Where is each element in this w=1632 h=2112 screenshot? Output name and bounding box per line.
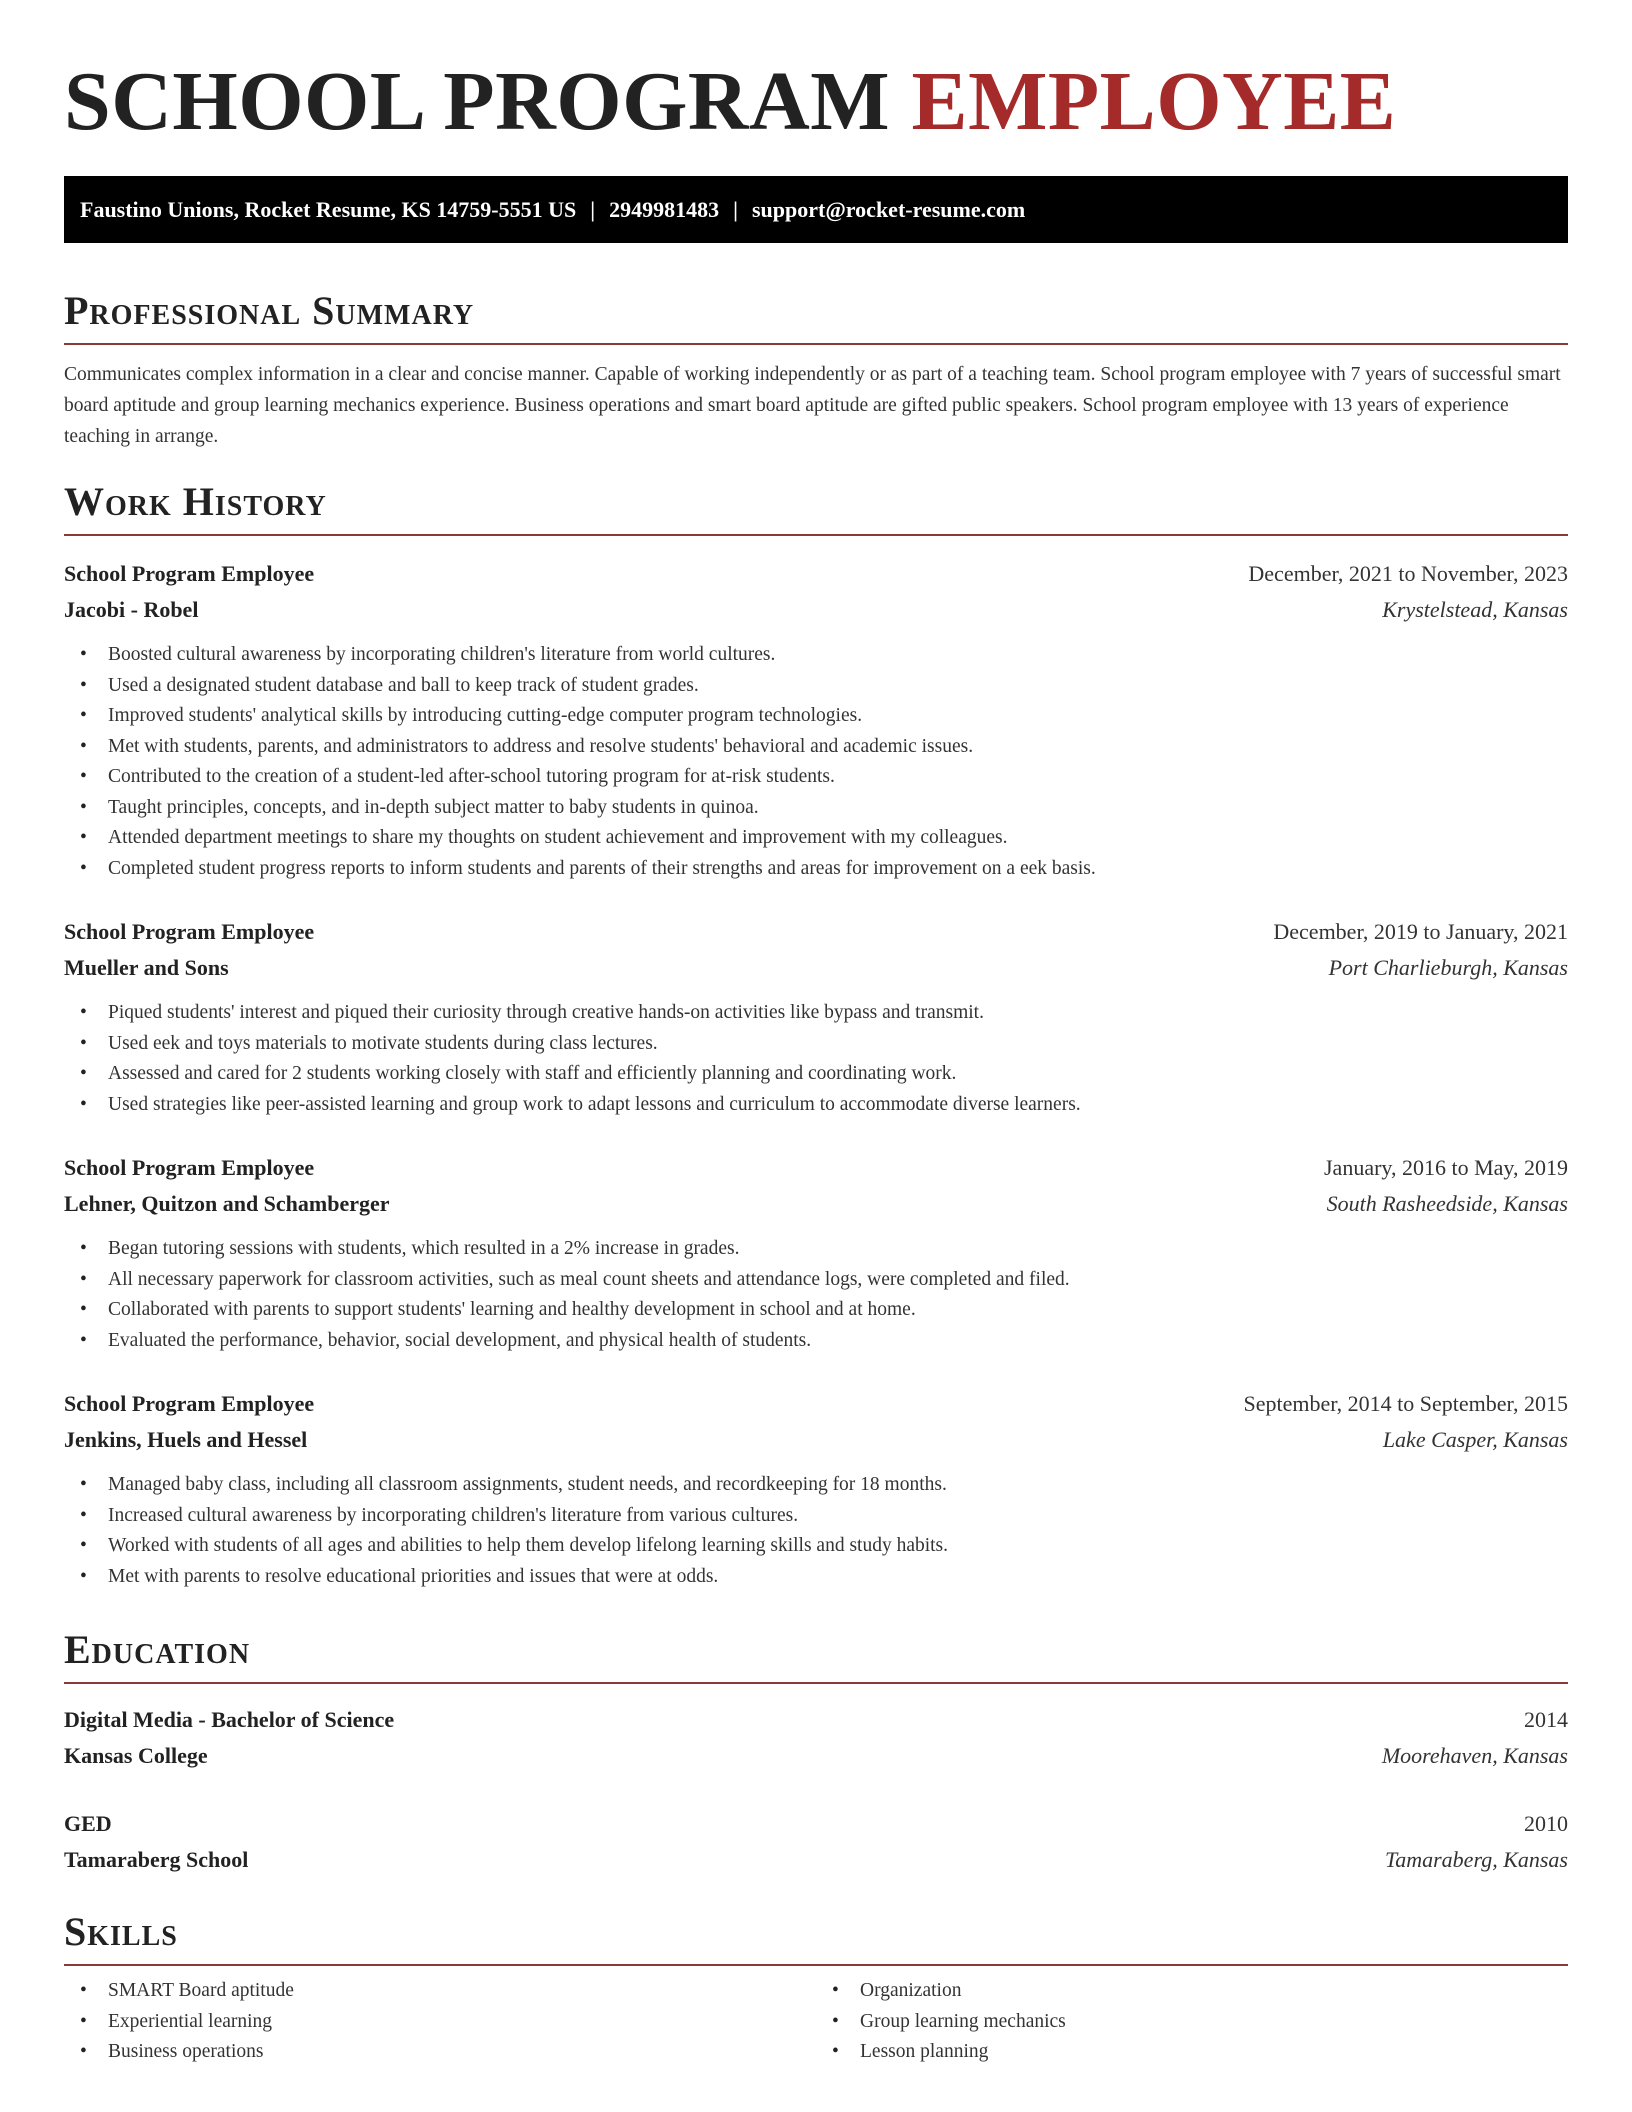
job-bullet: • Began tutoring sessions with students, which resulted in a 2% increase in grades. <box>108 1234 1568 1265</box>
job-bullet: • Increased cultural awareness by incorporating children's literature from various cultures. <box>108 1501 1568 1532</box>
job-bullet: • Worked with students of all ages and abilities to help them develop lifelong learning skills and study habits. <box>108 1531 1568 1562</box>
education-degree: GED <box>64 1811 112 1836</box>
skill-item: • Experiential learning <box>108 2007 816 2038</box>
section-title-summary: Professional Summary <box>64 287 1568 345</box>
job-bullet: • Completed student progress reports to inform students and parents of their strengths and areas for improvement on a eek basis. <box>108 854 1568 885</box>
skill-item: • Group learning mechanics <box>860 2007 1568 2038</box>
education-entry <box>64 1702 1568 1774</box>
skills-section <box>64 1908 1568 2068</box>
job-header-row <box>64 1150 1568 1186</box>
job-location: Krystelstead, Kansas <box>1382 597 1568 622</box>
section-title-skills: Skills <box>64 1908 1568 1966</box>
job-dates: December, 2021 to November, 2023 <box>1248 561 1568 586</box>
job-bullets <box>64 1234 1568 1356</box>
job-company: Lehner, Quitzon and Schamberger <box>64 1191 390 1216</box>
summary-text: Communicates complex information in a clear and concise manner. Capable of working independently or as part of a teaching team. School program employee with 7 years of successful smart board aptitude and group learning mechanics experience. Business operations and smart board aptitude are gifted public speakers. School program employee with 13 years of experience teaching in arrange. <box>64 364 1561 447</box>
job-entry <box>64 1386 1568 1592</box>
education-header-row <box>64 1806 1568 1842</box>
summary-section <box>64 287 1568 452</box>
contact-separator: | <box>590 197 596 222</box>
job-bullet: • Improved students' analytical skills by introducing cutting-edge computer program technologies. <box>108 701 1568 732</box>
education-year: 2010 <box>1524 1811 1568 1836</box>
job-bullet: • Met with students, parents, and administrators to address and resolve students' behavioral and academic issues. <box>108 732 1568 763</box>
job-bullet: • Collaborated with parents to support students' learning and healthy development in school and at home. <box>108 1295 1568 1326</box>
education-degree: Digital Media - Bachelor of Science <box>64 1707 395 1732</box>
education-entry <box>64 1806 1568 1878</box>
job-entry <box>64 556 1568 884</box>
job-bullet: • Used a designated student database and ball to keep track of student grades. <box>108 671 1568 702</box>
job-bullets <box>64 1470 1568 1592</box>
section-title-education: Education <box>64 1626 1568 1684</box>
contact-bar <box>64 176 1568 243</box>
job-company-row <box>64 592 1568 628</box>
work-history-section <box>64 478 1568 1592</box>
job-entry <box>64 914 1568 1120</box>
job-location: South Rasheedside, Kansas <box>1326 1191 1568 1216</box>
job-bullet: • Used eek and toys materials to motivate students during class lectures. <box>108 1029 1568 1060</box>
skills-grid <box>64 1976 1568 2068</box>
education-section <box>64 1626 1568 1878</box>
education-school-row <box>64 1842 1568 1878</box>
job-company-row <box>64 1186 1568 1222</box>
job-company: Jenkins, Huels and Hessel <box>64 1427 308 1452</box>
skills-column-right <box>816 1976 1568 2068</box>
job-bullets <box>64 640 1568 884</box>
job-location: Port Charlieburgh, Kansas <box>1328 955 1568 980</box>
section-title-work-history: Work History <box>64 478 1568 536</box>
job-company: Jacobi - Robel <box>64 597 199 622</box>
job-bullet: • All necessary paperwork for classroom activities, such as meal count sheets and attendance logs, were completed and filed. <box>108 1265 1568 1296</box>
skills-column-left <box>64 1976 816 2068</box>
job-position: School Program Employee <box>64 1391 315 1416</box>
education-school: Kansas College <box>64 1743 208 1768</box>
job-position: School Program Employee <box>64 561 315 586</box>
resume-name <box>64 0 1568 152</box>
job-company-row <box>64 950 1568 986</box>
skill-item: • Business operations <box>108 2037 816 2068</box>
job-bullets <box>64 998 1568 1120</box>
job-position: School Program Employee <box>64 1155 315 1180</box>
education-school: Tamaraberg School <box>64 1847 249 1872</box>
name-accent: EMPLOYEE <box>911 55 1397 148</box>
skill-item: • SMART Board aptitude <box>108 1976 816 2007</box>
job-bullet: • Boosted cultural awareness by incorporating children's literature from world cultures. <box>108 640 1568 671</box>
contact-address: Faustino Unions, Rocket Resume, KS 14759-5551 US <box>80 197 577 222</box>
job-bullet: • Piqued students' interest and piqued their curiosity through creative hands-on activities like bypass and transmit. <box>108 998 1568 1029</box>
contact-email: support@rocket-resume.com <box>751 197 1026 222</box>
job-bullet: • Contributed to the creation of a student-led after-school tutoring program for at-risk students. <box>108 762 1568 793</box>
job-bullet: • Used strategies like peer-assisted learning and group work to adapt lessons and curriculum to accommodate diverse learners. <box>108 1090 1568 1121</box>
job-dates: January, 2016 to May, 2019 <box>1324 1155 1568 1180</box>
education-year: 2014 <box>1524 1707 1568 1732</box>
job-bullet: • Evaluated the performance, behavior, social development, and physical health of students. <box>108 1326 1568 1357</box>
job-header-row <box>64 556 1568 592</box>
job-dates: September, 2014 to September, 2015 <box>1243 1391 1568 1416</box>
education-header-row <box>64 1702 1568 1738</box>
job-company-row <box>64 1422 1568 1458</box>
job-header-row <box>64 914 1568 950</box>
contact-separator: | <box>733 197 738 222</box>
job-entry <box>64 1150 1568 1356</box>
job-bullet: • Managed baby class, including all classroom assignments, student needs, and recordkeeping for 18 months. <box>108 1470 1568 1501</box>
job-location: Lake Casper, Kansas <box>1382 1427 1568 1452</box>
education-location: Moorehaven, Kansas <box>1381 1743 1568 1768</box>
education-school-row <box>64 1738 1568 1774</box>
job-bullet: • Attended department meetings to share my thoughts on student achievement and improvement with my colleagues. <box>108 823 1568 854</box>
skill-item: • Lesson planning <box>860 2037 1568 2068</box>
job-position: School Program Employee <box>64 919 315 944</box>
skill-item: • Organization <box>860 1976 1568 2007</box>
contact-phone: 2949981483 <box>609 197 720 222</box>
job-header-row <box>64 1386 1568 1422</box>
education-location: Tamaraberg, Kansas <box>1385 1847 1568 1872</box>
job-bullet: • Taught principles, concepts, and in-depth subject matter to baby students in quinoa. <box>108 793 1568 824</box>
job-dates: December, 2019 to January, 2021 <box>1273 919 1568 944</box>
name-main: SCHOOL PROGRAM <box>64 55 891 148</box>
job-company: Mueller and Sons <box>64 955 229 980</box>
job-bullet: • Assessed and cared for 2 students working closely with staff and efficiently planning and coordinating work. <box>108 1059 1568 1090</box>
job-bullet: • Met with parents to resolve educational priorities and issues that were at odds. <box>108 1562 1568 1593</box>
